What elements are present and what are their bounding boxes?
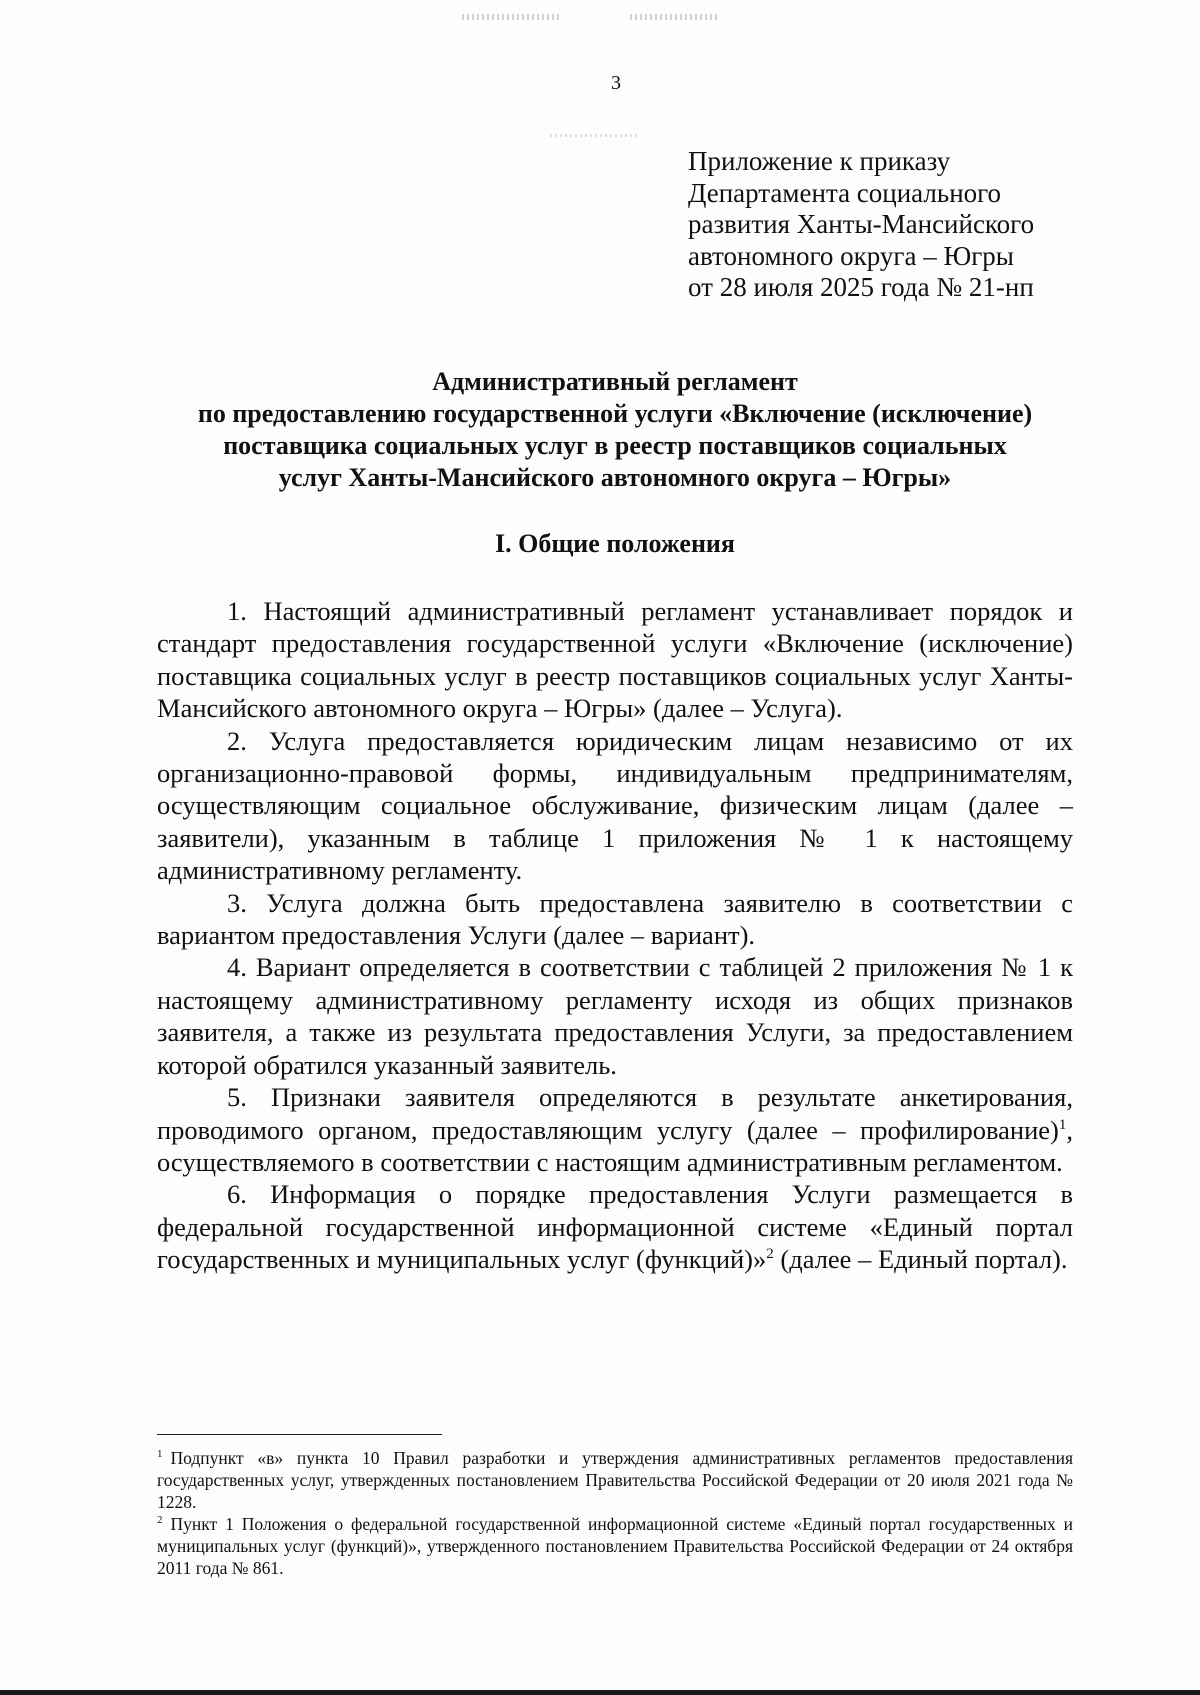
- title-line: поставщика социальных услуг в реестр поставщиков социальных: [223, 431, 1007, 460]
- paragraph-3: 3. Услуга должна быть предоставлена заявителю в соответствии с вариантом предоставления Услуги (далее – вариант).: [157, 887, 1073, 951]
- paragraph-2: 2. Услуга предоставляется юридическим лицам независимо от их организационно-правовой формы, индивидуальным предпринимателям, осуществляющим социальное обслуживание, физическим лицам (далее – заявители), указанным в таблице 1 приложения № 1 к настоящему административному регламенту.: [157, 725, 1073, 886]
- footnote-text: Подпункт «в» пункта 10 Правил разработки и утверждения административных регламентов предоставления государственных услуг, утвержденных постановлением Правительства Российской Федерации от 20 июля 2021 года № 1228.: [157, 1448, 1073, 1512]
- footnote-ref-1[interactable]: 1: [1058, 1116, 1067, 1133]
- title-line: по предоставлению государственной услуги «Включение (исключение): [197, 399, 1033, 428]
- appendix-line: автономного округа – Югры: [688, 240, 1014, 271]
- footnote-mark: 1: [157, 1448, 163, 1461]
- paragraph-6-text-end: (далее – Единый портал).: [773, 1244, 1068, 1275]
- scan-artifact: [550, 134, 640, 137]
- appendix-line: развития Ханты-Мансийского: [688, 209, 1035, 239]
- appendix-line: Приложение к приказу: [688, 146, 951, 176]
- paragraph-6: [157, 1178, 1073, 1275]
- title-line: услуг Ханты-Мансийского автономного округа – Югры»: [278, 463, 952, 492]
- section-heading: I. Общие положения: [495, 529, 735, 558]
- scan-artifact: [630, 14, 720, 20]
- scan-artifact: [462, 14, 562, 20]
- appendix-line: Департамента социального: [688, 177, 1002, 208]
- document-title: [150, 366, 1080, 494]
- paragraph-5: [157, 1081, 1073, 1178]
- body-text: [157, 595, 1073, 1276]
- page-number: 3: [611, 72, 621, 94]
- footnote-2: [157, 1513, 1073, 1579]
- paragraph-4: 4. Вариант определяется в соответствии с таблицей 2 приложения № 1 к настоящему административному регламенту исходя из общих признаков заявителя, а также из результата предоставления Услуги, за предоставлением которой обратился указанный заявитель.: [157, 952, 1073, 1080]
- paragraph-1: 1. Настоящий административный регламент устанавливает порядок и стандарт предоставления государственной услуги «Включение (исключение) поставщика социальных услуг в реестр поставщиков социальных услуг Ханты-Мансийского автономного округа – Югры» (далее – Услуга).: [157, 596, 1073, 724]
- appendix-reference: [688, 146, 1034, 304]
- footnotes: [157, 1447, 1073, 1579]
- paragraph-5-text: 5. Признаки заявителя определяются в результате анкетирования, проводимого органом, предоставляющим услугу (далее – профилирование): [157, 1082, 1073, 1145]
- footnote-text: Пункт 1 Положения о федеральной государственной информационной системе «Единый портал государственных и муниципальных услуг (функций)», утвержденного постановлением Правительства Российской Федерации от 24 октября 2011 года № 861.: [157, 1514, 1073, 1578]
- appendix-line: от 28 июля 2025 года № 21-нп: [688, 272, 1034, 302]
- title-line: Административный регламент: [432, 367, 798, 396]
- footnote-1: [157, 1447, 1073, 1513]
- footnote-divider: [157, 1434, 442, 1435]
- paragraph-5-text-end: , осуществляемого в соответствии с настоящим административным регламентом.: [157, 1114, 1073, 1177]
- paragraph-6-text: 6. Информация о порядке предоставления Услуги размещается в федеральной государственной информационной системе «Единый портал государственных и муниципальных услуг (функций)»: [157, 1179, 1073, 1275]
- footnote-ref-2[interactable]: 2: [766, 1246, 774, 1263]
- scan-bottom-edge: [0, 1690, 1200, 1695]
- footnote-mark: 2: [157, 1514, 163, 1527]
